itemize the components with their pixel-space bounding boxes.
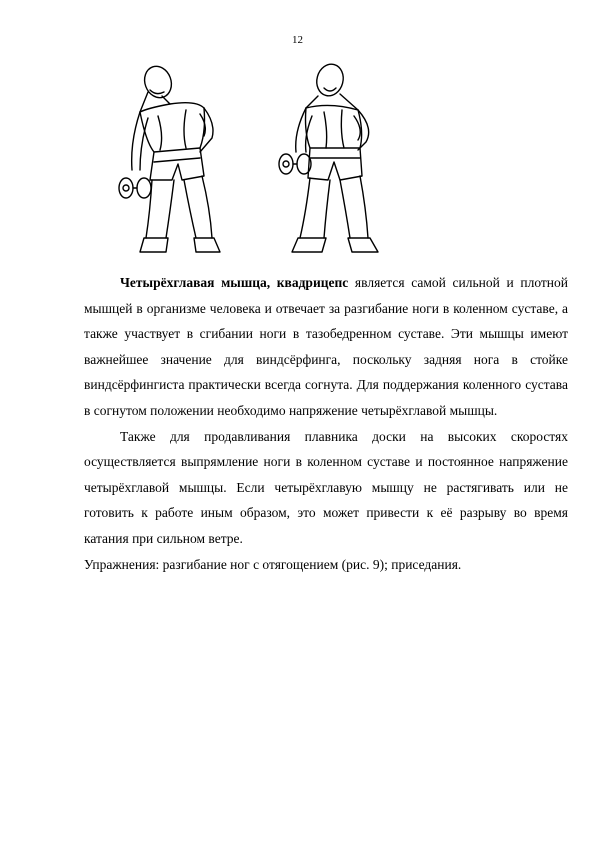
bold-lead: Четырёхглавая мышца, квадрицепс — [120, 275, 349, 290]
body-text — [84, 270, 568, 577]
figure-right-side-bend — [279, 61, 378, 252]
paragraph-text: является самой сильной и плотной мышцей в организме человека и отвечает за разгибание ноги в коленном суставе, а также участвует в сгибании ноги в тазобедренном суставе. Эти мышцы имеют важнейшее значение для виндсёрфинга, поскольку задняя нога в стойке виндсёрфингиста практически всегда согнута. Для поддержания коленного сустава в согнутом положении необходимо напряжение четырёхглавой мышцы. — [84, 275, 568, 418]
paragraph-knee-extension: Также для продавливания плавника доски на высоких скоростях осуществляется выпрямление ноги в коленном суставе и постоянное напряжение четырёхглавой мышцы. Если четырёхглавую мышцу не растягивать или не готовить к работе иным образом, это может привести к её разрыву во время катания при сильном ветре. — [84, 428, 568, 546]
figure-left-side-bend — [119, 63, 220, 252]
page-number: 12 — [292, 34, 303, 46]
paragraph-quadriceps — [84, 270, 568, 424]
exercises-line: Упражнения: разгибание ног с отягощением (рис. 9); приседания. — [84, 556, 462, 572]
exercise-illustration — [100, 52, 400, 262]
